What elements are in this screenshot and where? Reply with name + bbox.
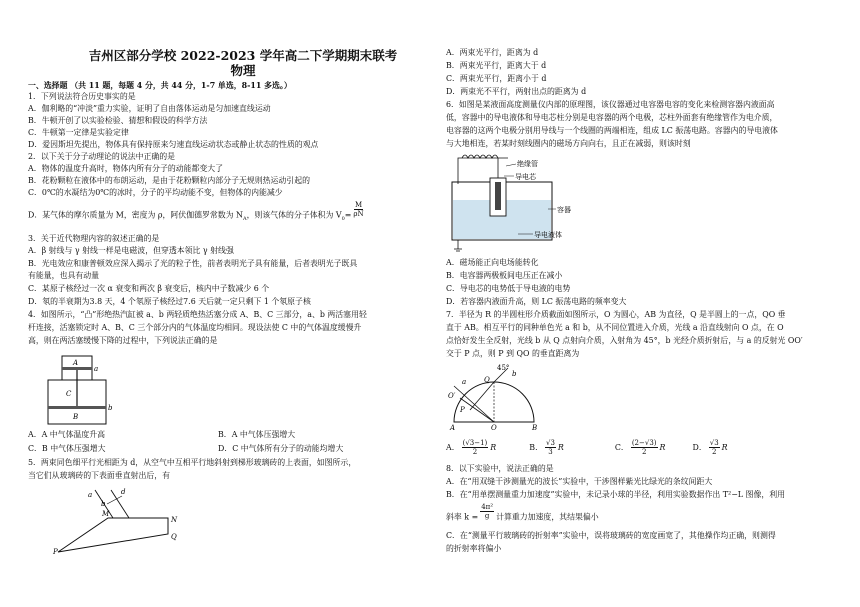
q4-fig-label-a: a	[94, 365, 99, 373]
q4-option-b: B．A 中气体压强增大	[218, 430, 296, 439]
q4-fig-label-B: B	[73, 413, 79, 421]
q7-fig-label-a: a	[462, 378, 467, 386]
q5-option-b: B．两束光平行，距离大于 d	[446, 61, 547, 70]
q5-option-d: D．两束光不平行，两射出点的距离为 d	[446, 87, 587, 96]
q5-line-1: 5．两束同色细平行光相距为 d，从空气中互相平行地斜射到梯形玻璃砖的上表面，如图所示，	[28, 458, 357, 467]
q3-option-c: C．某原子核经过一次 α 衰变和两次 β 衰变后，核内中子数减少 6 个	[28, 284, 270, 293]
q4-cylinder-figure	[46, 352, 113, 427]
q1-option-b: B．牛顿开创了以实验检验、猜想和假设的科学方法	[28, 116, 208, 125]
q3-stem: 3．关于近代物理内容的叙述正确的是	[28, 234, 160, 243]
q6-fig-label-insulator: 绝缘管	[517, 160, 538, 168]
q7-line-3: 点恰好发生全反射，光线 b 从 Q 点射向介质，入射角为 45°，b 光经介质折射后，与 a 的反射光 OO′	[446, 336, 803, 345]
q3-option-a: A．β 射线与 γ 射线一样是电磁波，但穿透本领比 γ 射线强	[28, 246, 234, 255]
q7-fig-label-Oprime: O′	[448, 392, 456, 400]
q6-line-1: 6．如图是某液面高度测量仪内部的原理图，该仪器通过电容器电容的变化来检测容器内液面高	[446, 100, 775, 109]
q5-fig-label-Q: Q	[171, 533, 177, 541]
q2-option-c: C．0℃的水凝结为0℃的冰时，分子的平均动能不变，但物体的内能减少	[28, 188, 283, 197]
q4-line-3: 高，则在两活塞缓慢下降的过程中，下列说法正确的是	[28, 336, 218, 345]
q3-option-b-2: 有能量，也具有动量	[28, 271, 100, 280]
q2-d-eq: =	[344, 210, 352, 220]
q5-option-a: A．两束光平行，距离为 d	[446, 48, 539, 57]
q5-option-c: C．两束光平行，距离小于 d	[446, 74, 547, 83]
q7-fig-label-A: A	[450, 424, 456, 432]
q6-fig-label-core: 导电芯	[515, 173, 536, 181]
q4-option-c: C．B 中气体压强增大	[28, 444, 106, 453]
q2-d-fraction	[353, 201, 363, 218]
q8-stem: 8．以下实验中，说法正确的是	[446, 464, 554, 473]
q7-option-b: B． $\frac{√3}{3}$ R	[529, 439, 564, 456]
q4-fig-label-C: C	[66, 390, 72, 398]
q5-trapezoid-figure	[53, 482, 183, 554]
q4-line-1: 4．如图所示，“凸”形绝热汽缸被 a、b 两轻质绝热活塞分成 A、B、C 三部分，a、b 两活塞用轻	[28, 310, 367, 319]
q5-fig-label-b: b	[101, 500, 106, 508]
q7-fig-label-Q: Q	[484, 376, 490, 384]
q3-option-b-1: B．光电效应和康普顿效应深入揭示了光的粒子性，前者表明光子具有能量，后者表明光子既具	[28, 259, 358, 268]
q1-option-c: C．牛顿第一定律是实验定律	[28, 128, 129, 137]
exam-title: 吉州区部分学校 2022-2023 学年高二下学期期末联考	[88, 48, 398, 63]
q1-option-a: A．伽利略的“冲淡”重力实验，证明了自由落体运动是匀加速直线运动	[28, 104, 271, 113]
q7-line-1: 7．半径为 R 的半圆柱形介质截面如图所示，O 为圆心，AB 为直径，Q 是半圆上的一点，QO 垂	[446, 310, 786, 319]
q2-d-denominator: ρN	[353, 210, 364, 218]
q4-fig-label-b: b	[108, 404, 113, 412]
q7-option-a: A． $\frac{(√3-1)}{2}$ R	[446, 439, 497, 456]
q5-fig-label-d: d	[121, 488, 126, 496]
q6-line-2: 低，容器中的导电液体和导电芯柱分别是电容器的两个电极，芯柱外面套有绝缘管作为电介质，	[446, 113, 778, 122]
q5-line-2: 当它们从玻璃砖的下表面垂直射出后，有	[28, 471, 171, 480]
q8-option-b: B．在“用单摆测量重力加速度”实验中，未记录小球的半径，利用实验数据作出 T²−L 图像，利用	[446, 490, 786, 499]
section-heading: 一、选择题 （共 11 题，每题 4 分，共 44 分，1-7 单选，8-11 多选。）	[28, 81, 292, 90]
q2-stem: 2．以下关于分子动理论的说法中正确的是	[28, 152, 176, 161]
q4-fig-label-A: A	[73, 359, 79, 367]
q7-line-2: 直于 AB。相互平行的同种单色光 a 和 b，从不同位置进入介质，光线 a 沿直线射向 O 点，在 O	[446, 323, 784, 332]
q8-option-c-1: C．在“测量平行玻璃砖的折射率”实验中，误将玻璃砖的宽度画宽了，其他操作均正确，则测得	[446, 531, 776, 540]
q6-line-4: 与大地相连，若某时刻线圈内的磁场方向向右，且正在减弱，则该时刻	[446, 139, 691, 148]
q7-fig-label-P: P	[460, 406, 465, 414]
q7-options	[446, 439, 728, 456]
exam-subject: 物理	[230, 63, 256, 78]
q6-line-3: 电容器的这两个电极分别用导线与一个线圈的两端相连，组成 LC 振荡电路。容器内的导电液体	[446, 126, 778, 135]
q4-line-2: 杆连接，活塞锁定时 A、B、C 三个部分内的气体温度均相同。现设法使 C 中的气体温度缓慢升	[28, 323, 362, 332]
q6-fig-label-liquid: 导电液体	[534, 231, 562, 239]
q7-fig-label-O: O	[491, 424, 497, 432]
q2-option-b: B．花粉颗粒在液体中的布朗运动，是由于花粉颗粒内部分子无规则热运动引起的	[28, 176, 310, 185]
q2-option-a: A．物体的温度升高时，物体内所有分子的动能都变大了	[28, 164, 224, 173]
q7-option-d: D． $\frac{√3}{2}$ R	[692, 439, 728, 456]
q7-fig-label-B: B	[532, 424, 538, 432]
q7-fig-angle: 45°	[497, 364, 510, 372]
q1-stem: 1．下列说法符合历史事实的是	[28, 92, 136, 101]
q1-option-d: D．爱因斯坦先提出，物体具有保持原来匀速直线运动状态或静止状态的性质的观点	[28, 140, 319, 149]
q8-option-a: A．在“用双缝干涉测量光的波长”实验中，干涉图样紫光比绿光的条纹间距大	[446, 477, 713, 486]
q6-option-c: C．导电芯的电势低于导电液的电势	[446, 284, 571, 293]
q2-d-text-2: ，则该气体的分子体积为 V	[246, 210, 342, 220]
q4-option-d: D．C 中气体所有分子的动能均增大	[218, 444, 344, 453]
q6-option-a: A．磁场能正向电场能转化	[446, 258, 539, 267]
q2-d-text-1: D．某气体的摩尔质量为 M，密度为 ρ，阿伏伽德罗常数为 N	[28, 210, 243, 220]
q6-option-d: D．若容器内液面升高，则 LC 振荡电路的频率变大	[446, 297, 627, 306]
q7-fig-label-b: b	[512, 370, 517, 378]
q7-line-4: 交于 P 点，则 P 到 QO 的垂直距离为	[446, 349, 580, 358]
q5-fig-label-M: M	[102, 510, 110, 518]
q2-option-d: D．某气体的摩尔质量为 M，密度为 ρ，阿伏伽德罗常数为 $N_A$，则该气体的分子体积为 $V_0=$ $\frac{M}{\rho N}$	[28, 201, 364, 223]
q6-fig-label-container: 容器	[557, 206, 571, 214]
q5-fig-label-a: a	[88, 491, 93, 499]
q5-fig-label-N: N	[171, 516, 178, 524]
q8-option-b-2: 斜率 k = $\frac{\text{4π²}}{g}$ 计算重力加速度，其结果偏小	[446, 503, 599, 522]
q6-option-b: B．电容器两极板间电压正在减小	[446, 271, 563, 280]
q4-option-a: A．A 中气体温度升高	[28, 430, 106, 439]
q8-option-c-2: 的折射率将偏小	[446, 544, 502, 553]
q5-fig-label-P: P	[53, 548, 58, 556]
q2-d-numerator: M	[354, 201, 363, 209]
q6-container-figure	[448, 154, 598, 254]
q7-option-c: C． $\frac{(2-√3)}{2}$ R	[614, 439, 666, 456]
q7-semicircle-figure	[448, 362, 568, 430]
q3-option-d: D．氡的半衰期为3.8 天，4 个氡原子核经过7.6 天后就一定只剩下 1 个氡原子核	[28, 297, 311, 306]
